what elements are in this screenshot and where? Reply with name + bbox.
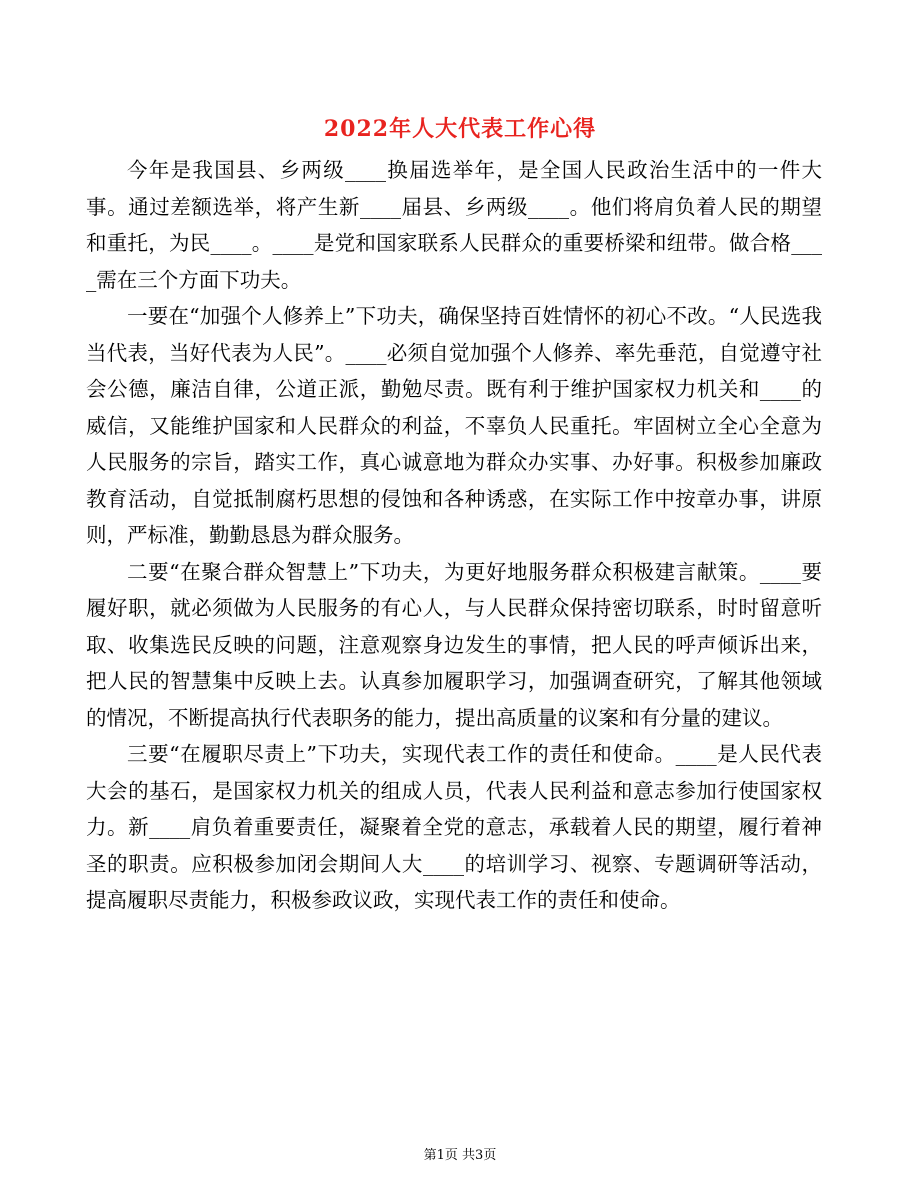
- page-number-footer: 第1页 共3页: [423, 1148, 497, 1163]
- document-body: [86, 152, 822, 919]
- paragraph-one: 一要在“加强个人修养上”下功夫，确保坚持百姓情怀的初心不改。“人民选我当代表，当好代表为人民”。____必须自觉加强个人修养、率先垂范，自觉遵守社会公德，廉洁自律，公道正派，勤勉尽责。既有利于维护国家权力机关和____的威信，又能维护国家和人民群众的利益，不辜负人民重托。牢固树立全心全意为人民服务的宗旨，踏实工作，真心诚意地为群众办实事、办好事。积极参加廉政教育活动，自觉抵制腐朽思想的侵蚀和各种诱惑，在实际工作中按章办事，讲原则，严标准，勤勤恳恳为群众服务。: [86, 304, 822, 547]
- paragraph-two: 二要“在聚合群众智慧上”下功夫，为更好地服务群众积极建言献策。____要履好职，就必须做为人民服务的有心人，与人民群众保持密切联系，时时留意听取、收集选民反映的问题，注意观察身边发生的事情，把人民的呼声倾诉出来，把人民的智慧集中反映上去。认真参加履职学习，加强调查研究，了解其他领域的情况，不断提高执行代表职务的能力，提出高质量的议案和有分量的建议。: [86, 559, 822, 730]
- document-title: 2022年人大代表工作心得: [323, 116, 597, 142]
- paragraph-three: 三要“在履职尽责上”下功夫，实现代表工作的责任和使命。____是人民代表大会的基石，是国家权力机关的组成人员，代表人民利益和意志参加行使国家权力。新____肩负着重要责任，凝聚着全党的意志，承载着人民的期望，履行着神圣的职责。应积极参加闭会期间人大____的培训学习、视察、专题调研等活动，提高履职尽责能力，积极参政议政，实现代表工作的责任和使命。: [86, 742, 822, 912]
- paragraph-intro: 今年是我国县、乡两级____换届选举年，是全国人民政治生活中的一件大事。通过差额选举，将产生新____届县、乡两级____。他们将肩负着人民的期望和重托，为民____。____是党和国家联系人民群众的重要桥梁和纽带。做合格____需在三个方面下功夫。: [86, 158, 822, 292]
